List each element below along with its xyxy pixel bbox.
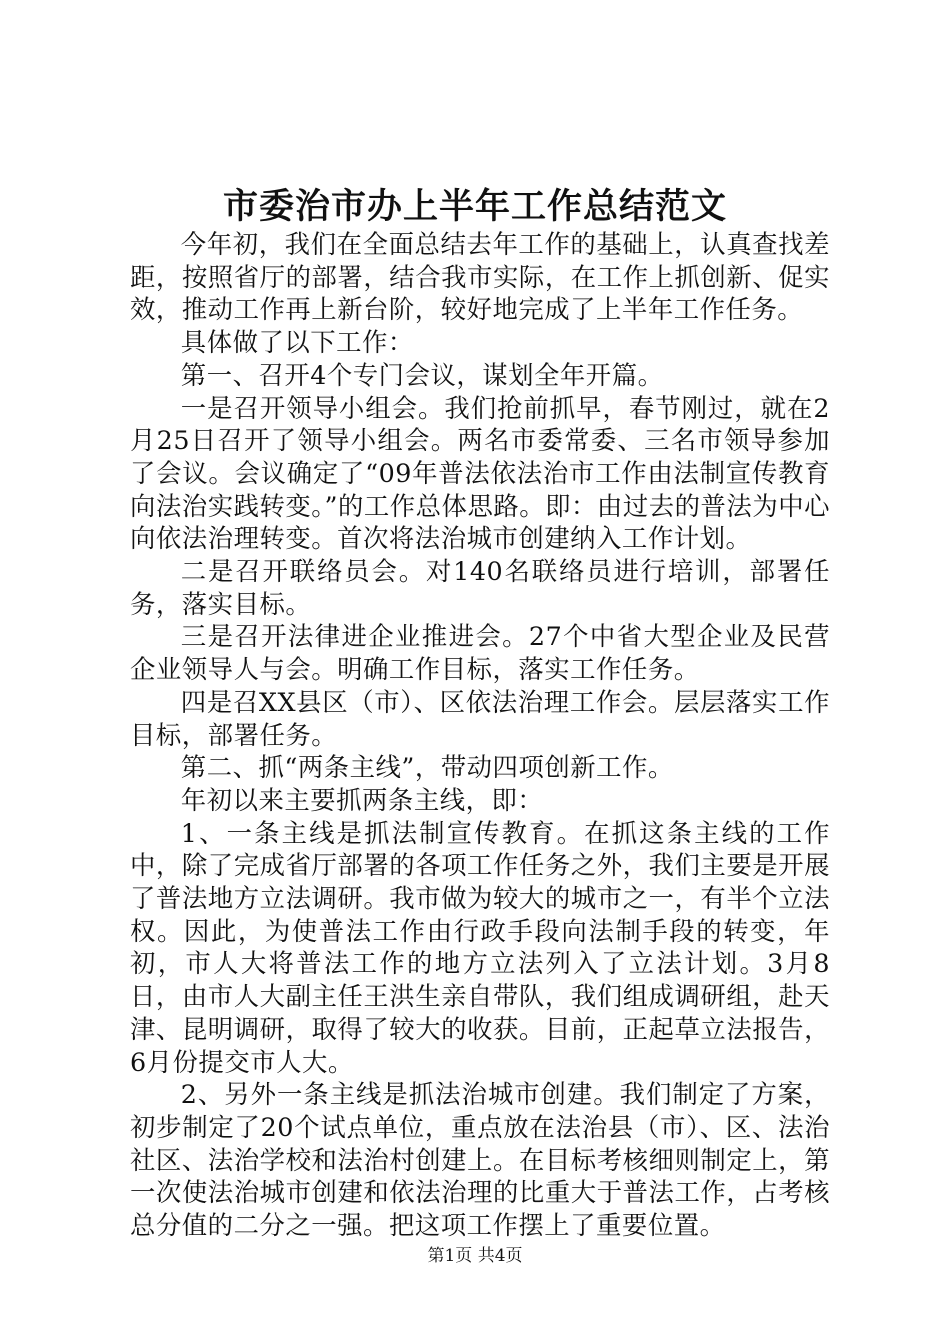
section-heading-first: 第一、召开4个专门会议，谋划全年开篇。 <box>180 359 664 390</box>
paragraph-work-list-lead: 具体做了以下工作： <box>180 327 414 358</box>
paragraph-enterprise-meeting: 三是召开法律进企业推进会。27个中省大型企业及民营企业领导人与会。明确工作目标，落实工作任务。 <box>130 621 830 685</box>
document-body <box>130 228 830 1242</box>
paragraph-main-line-one: 1、一条主线是抓法制宣传教育。在抓这条主线的工作中，除了完成省厅部署的各项工作任务之外，我们主要是开展了普法地方立法调研。我市做为较大的城市之一，有半个立法权。因此，为使普法工作由行政手段向法制手段的转变，年初，市人大将普法工作的地方立法列入了立法计划。3月8日，由市人大副主任王洪生亲自带队，我们组成调研组，赴天津、昆明调研，取得了较大的收获。目前，正起草立法报告，6月份提交市人大。 <box>130 817 830 1077</box>
paragraph-leading-group-meeting: 一是召开领导小组会。我们抢前抓早，春节刚过，就在2月25日召开了领导小组会。两名市委常委、三名市领导参加了会议。会议确定了“09年普法依法治市工作由法制宣传教育向法治实践转变。”的工作总体思路。即：由过去的普法为中心向依法治理转变。首次将法治城市创建纳入工作计划。 <box>130 392 830 554</box>
paragraph-two-main-lines: 年初以来主要抓两条主线，即： <box>180 784 544 815</box>
section-heading-second: 第二、抓“两条主线”，带动四项创新工作。 <box>180 752 674 783</box>
page-footer: 第1页 共4页 <box>427 1246 523 1266</box>
document-title: 市委治市办上半年工作总结范文 <box>222 186 727 227</box>
paragraph-intro: 今年初，我们在全面总结去年工作的基础上，认真查找差距，按照省厅的部署，结合我市实际，在工作上抓创新、促实效，推动工作再上新台阶，较好地完成了上半年工作任务。 <box>130 229 830 325</box>
paragraph-county-meeting: 四是召XX县区（市）、区依法治理工作会。层层落实工作目标，部署任务。 <box>130 686 830 750</box>
paragraph-main-line-two: 2、另外一条主线是抓法治城市创建。我们制定了方案，初步制定了20个试点单位，重点放在法治县（市）、区、法治社区、法治学校和法治村创建上。在目标考核细则制定上，第一次使法治城市创建和依法治理的比重大于普法工作，占考核总分值的二分之一强。把这项工作摆上了重要位置。 <box>130 1079 830 1241</box>
paragraph-liaison-meeting: 二是召开联络员会。对140名联络员进行培训，部署任务，落实目标。 <box>130 556 830 619</box>
